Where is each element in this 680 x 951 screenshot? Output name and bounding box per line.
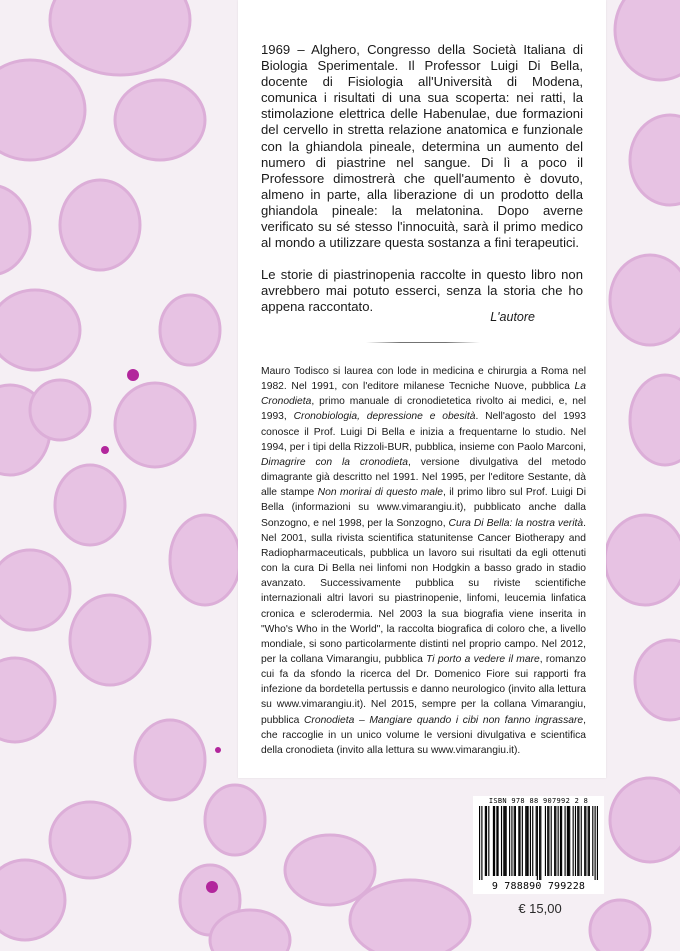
barcode-bar: [526, 806, 527, 876]
red-blood-cell: [70, 595, 150, 685]
bio-text: , primo manuale di cronodietetica rivolto ai medici, e, nel 1993,: [261, 396, 586, 423]
barcode-bar: [597, 806, 598, 882]
red-blood-cell: [610, 778, 680, 862]
bio-title-italic: Cronodieta – Mangiare quando i cibi non fanno ingrassare: [303, 714, 584, 726]
barcode-bar: [509, 806, 510, 876]
intro-paragraph-1: 1969 – Alghero, Congresso della Società Italiana di Biologia Sperimentale. Il Professor Luigi Di Bella, docente di Fisiologia all'Università di Modena, comunica i risultati di una sua scoperta: nei ratti, la stimolazione elettrica delle Habenulae, due formazioni del cervello in stretta relazione anatomica e funzionale con la ghiandola pineale, determina un aumento del numero di piastrine nel sangue. Di lì a poco il Professore dimostrerà che quell'aumento è dovuto, almeno in parte, alla liberazione di un prodotto della ghiandola pineale: la melatonina. Dopo averne verificato su sé stesso l'innocuità, sarà il primo medico al mondo a utilizzare questa sostanza a fini terapeutici.: [261, 42, 583, 251]
platelet: [215, 747, 221, 753]
red-blood-cell: [55, 465, 125, 545]
platelet: [127, 369, 139, 381]
barcode-bar: [545, 806, 546, 876]
barcode-bar: [525, 806, 526, 876]
platelet: [206, 881, 218, 893]
bio-title-italic: Non morirai di questo male: [317, 487, 443, 499]
barcode-bar: [504, 806, 505, 876]
bio-title-italic: La Cronodieta: [261, 381, 586, 408]
isbn-digits: 9 788890 799228: [473, 880, 604, 894]
red-blood-cell: [205, 785, 265, 855]
barcode-bar: [555, 806, 556, 876]
bio-title-italic: Cura Di Bella: la nostra verità: [448, 517, 584, 529]
isbn-label: ISBN 978 88 907992 2 8: [488, 797, 589, 805]
red-blood-cell: [605, 515, 680, 605]
red-blood-cell: [610, 255, 680, 345]
barcode-bar: [501, 806, 502, 876]
barcode-bar: [496, 806, 497, 876]
red-blood-cell: [170, 515, 240, 605]
barcode-bar: [540, 806, 541, 882]
section-divider: [366, 342, 480, 343]
bio-text: Mauro Todisco si laurea con lode in medicina e chirurgia a Roma nel 1982. Nel 1991, con l'editore milanese Tecniche Nuove, pubblica: [261, 366, 586, 393]
red-blood-cell: [115, 383, 195, 467]
barcode-bar: [569, 806, 570, 876]
barcode-bar: [565, 806, 566, 876]
barcode-bar: [485, 806, 486, 876]
author-signature: L'autore: [490, 310, 535, 324]
barcode-bar: [595, 806, 596, 882]
barcode-bar: [514, 806, 515, 876]
barcode-bar: [506, 806, 507, 876]
barcode-bar: [503, 806, 504, 876]
red-blood-cell: [0, 860, 65, 940]
red-blood-cell: [160, 295, 220, 365]
barcode-bar: [511, 806, 512, 876]
barcode-bar: [551, 806, 552, 876]
barcode-bar: [539, 806, 540, 882]
bio-text: , il primo libro sul Prof. Luigi Di Bella (informazioni su www.vimarangiu.it), pubblicato anche dalla Sonzogno, e nel 1998, per la Sonzogno,: [261, 487, 586, 529]
barcode-bar: [589, 806, 590, 876]
barcode-bar: [532, 806, 533, 876]
red-blood-cell: [590, 900, 650, 951]
barcode-bar: [567, 806, 568, 876]
barcode-bar: [578, 806, 579, 876]
barcode-bar: [577, 806, 578, 876]
red-blood-cell: [50, 802, 130, 878]
barcode-bar: [568, 806, 569, 876]
barcode-bar: [522, 806, 523, 876]
bio-title-italic: Ti porto a vedere il mare: [426, 653, 540, 665]
barcode-bar: [515, 806, 516, 876]
barcode-bar: [581, 806, 582, 876]
barcode-bar: [494, 806, 495, 876]
barcode-bar: [528, 806, 529, 876]
intro-paragraph-2: Le storie di piastrinopenia raccolte in questo libro non avrebbero mai potuto esserci, senza la storia che ho appena raccontato.: [261, 267, 583, 315]
red-blood-cell: [115, 80, 205, 160]
red-blood-cell: [60, 180, 140, 270]
barcode-bars: [473, 806, 604, 882]
red-blood-cell: [135, 720, 205, 800]
barcode-bar: [537, 806, 538, 882]
barcode-bar: [497, 806, 498, 876]
intro-text: [261, 42, 583, 316]
barcode-bar: [588, 806, 589, 876]
barcode-bar: [518, 806, 519, 876]
red-blood-cell: [0, 290, 80, 370]
barcode-bar: [548, 806, 549, 876]
barcode-bar: [479, 806, 480, 882]
barcode-bar: [560, 806, 561, 876]
barcode-bar: [573, 806, 574, 876]
barcode-bar: [554, 806, 555, 876]
barcode-bar: [519, 806, 520, 876]
platelet: [101, 446, 109, 454]
bio-text: , che raccoglie in un unico volume le versioni divulgativa e scientifica della cronodieta (invito alla lettura su www.vimarangiu.it).: [261, 714, 586, 756]
barcode-bar: [486, 806, 487, 876]
barcode-bar: [536, 806, 537, 876]
bio-title-italic: Cronobiologia, depressione e obesità: [293, 411, 476, 423]
barcode-bar: [585, 806, 586, 876]
bio-text: , versione divulgativa del metodo dimagrante già descritto nel 1991. Nel 1995, per l'editore Sestante, dà alle stampe: [261, 456, 586, 499]
bio-text: . Nell'agosto del 1993 conosce il Prof. Luigi Di Bella e inizia a frequentarne lo studio. Nel 1994, per i tipi della Rizzoli-BUR, pubblica, insieme con Paolo Marconi,: [261, 411, 586, 453]
bio-title-italic: Dimagrire con la cronodieta: [261, 456, 408, 468]
author-biography: [261, 364, 586, 758]
barcode-bar: [530, 806, 531, 876]
barcode-bar: [575, 806, 576, 876]
barcode-bar: [547, 806, 548, 876]
red-blood-cell: [0, 550, 70, 630]
price-label: € 15,00: [518, 901, 562, 916]
barcode-bar: [561, 806, 562, 876]
isbn-barcode: [473, 796, 604, 894]
barcode-bar: [488, 806, 489, 876]
red-blood-cell: [285, 835, 375, 905]
barcode-bar: [558, 806, 559, 876]
bio-text: , romanzo cui fa da sfondo la ricerca del Dr. Domenico Fiore sui rapporti fra infezione da bordetella pertussis e danno neurologico (invito alla lettura su www.vimarangiu.it). Nel 2015, sempre per la collana Vimarangiu, pubblica: [261, 653, 586, 726]
barcode-bar: [481, 806, 482, 882]
barcode-bar: [493, 806, 494, 876]
barcode-bar: [592, 806, 593, 876]
barcode-bar: [584, 806, 585, 876]
bio-text: . Nel 2001, sulla rivista scientifica statunitense Cancer Biotherapy and Radiopharmaceuticals, pubblica un lavoro sui risultati da egli ottenuti con la cura Di Bella nei linfomi non Hodgkin a basso grado in stadio avanzato. Successivamente pubblica su riviste scientifiche internazionali altri lavori su piastrinopenie, linfomi, leucemia linfatica cronica e sclerodermia. Nel 2003 la sua biografia viene inserita in "Who's Who in the World", la raccolta biografica di coloro che, a livello mondiale, si sono particolarmente distinti nel proprio campo. Nel 2012, per la collana Vimarangiu, pubblica: [261, 517, 586, 665]
red-blood-cell: [30, 380, 90, 440]
